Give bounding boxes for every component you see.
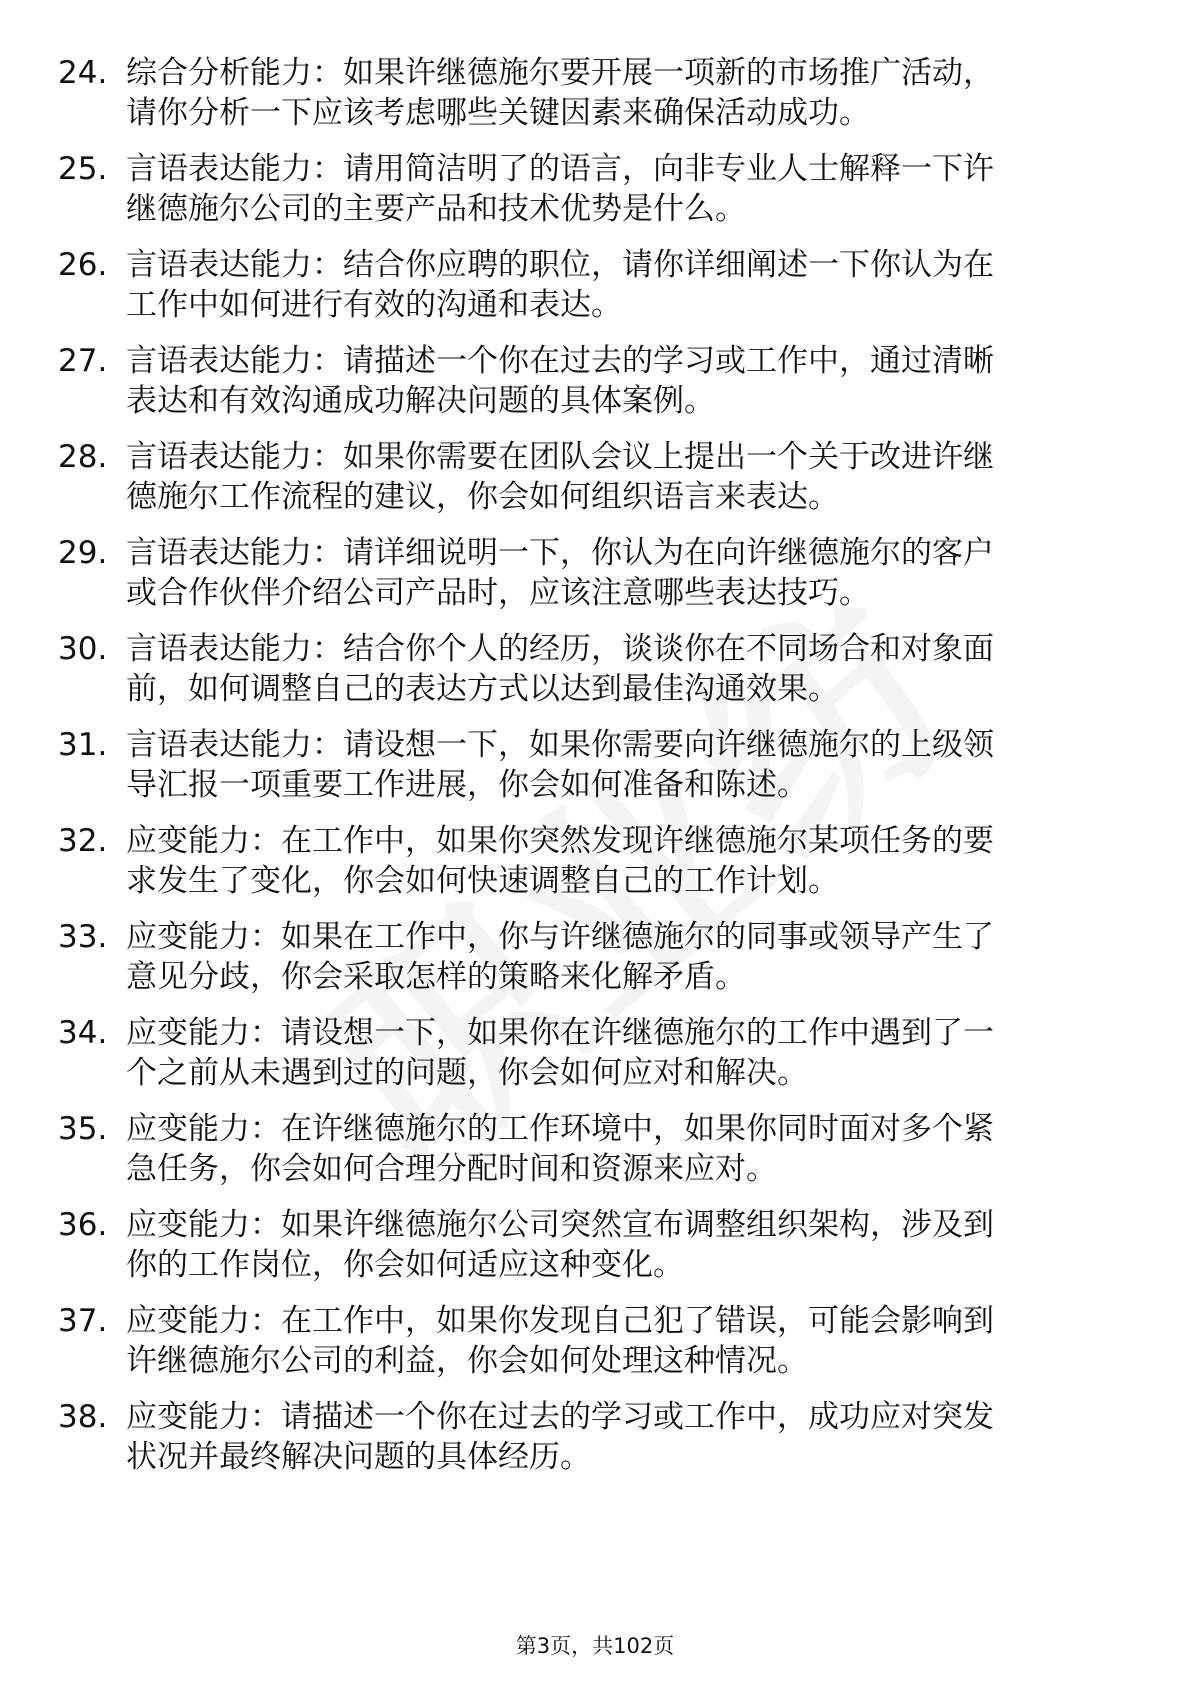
question-item [58,1301,1118,1381]
question-item [58,437,1118,517]
question-text: 应变能力：在工作中，如果你发现自己犯了错误，可能会影响到 许继德施尔公司的利益，你会如何处理这种情况。 [126,1303,994,1379]
question-number: 33. [58,919,108,955]
question-text: 言语表达能力：请描述一个你在过去的学习或工作中，通过清晰 表达和有效沟通成功解决问题的具体案例。 [126,343,994,419]
question-text: 应变能力：请设想一下，如果你在许继德施尔的工作中遇到了一 个之前从未遇到过的问题，你会如何应对和解决。 [126,1015,994,1091]
question-number: 24. [58,55,108,91]
question-number: 36. [58,1207,108,1243]
question-list [58,53,1118,1493]
question-number: 26. [58,247,108,283]
question-item [58,1397,1118,1477]
question-text: 言语表达能力：请设想一下，如果你需要向许继德施尔的上级领 导汇报一项重要工作进展，你会如何准备和陈述。 [126,727,994,803]
question-text: 应变能力：如果许继德施尔公司突然宣布调整组织架构，涉及到 你的工作岗位，你会如何适应这种变化。 [126,1207,994,1283]
page-number-label: 第3页，共102页 [515,1634,675,1658]
question-item [58,1109,1118,1189]
question-number: 27. [58,343,108,379]
question-item [58,821,1118,901]
question-text: 应变能力：如果在工作中，你与许继德施尔的同事或领导产生了 意见分歧，你会采取怎样的策略来化解矛盾。 [126,919,994,995]
question-text: 言语表达能力：结合你个人的经历，谈谈你在不同场合和对象面 前，如何调整自己的表达方式以达到最佳沟通效果。 [126,631,994,707]
question-text: 言语表达能力：如果你需要在团队会议上提出一个关于改进许继 德施尔工作流程的建议，你会如何组织语言来表达。 [126,439,994,515]
question-number: 35. [58,1111,108,1147]
question-item [58,533,1118,613]
question-text: 应变能力：请描述一个你在过去的学习或工作中，成功应对突发 状况并最终解决问题的具体经历。 [126,1399,994,1475]
question-item [58,1205,1118,1285]
question-item [58,917,1118,997]
question-text: 应变能力：在许继德施尔的工作环境中，如果你同时面对多个紧 急任务，你会如何合理分配时间和资源来应对。 [126,1111,994,1187]
question-item [58,725,1118,805]
question-item [58,1013,1118,1093]
question-number: 29. [58,535,108,571]
question-item [58,629,1118,709]
question-number: 34. [58,1015,108,1051]
question-text: 言语表达能力：结合你应聘的职位，请你详细阐述一下你认为在 工作中如何进行有效的沟通和表达。 [126,247,994,323]
question-number: 25. [58,151,108,187]
question-number: 28. [58,439,108,475]
question-text: 应变能力：在工作中，如果你突然发现许继德施尔某项任务的要 求发生了变化，你会如何快速调整自己的工作计划。 [126,823,994,899]
question-item [58,149,1118,229]
question-text: 言语表达能力：请详细说明一下，你认为在向许继德施尔的客户 或合作伙伴介绍公司产品时，应该注意哪些表达技巧。 [126,535,994,611]
question-text: 综合分析能力：如果许继德施尔要开展一项新的市场推广活动， 请你分析一下应该考虑哪些关键因素来确保活动成功。 [126,55,994,131]
question-number: 32. [58,823,108,859]
question-item [58,53,1118,133]
question-text: 言语表达能力：请用简洁明了的语言，向非专业人士解释一下许 继德施尔公司的主要产品和技术优势是什么。 [126,151,994,227]
page-footer [0,1630,1190,1660]
question-number: 37. [58,1303,108,1339]
question-number: 31. [58,727,108,763]
question-number: 30. [58,631,108,667]
question-item [58,245,1118,325]
question-item [58,341,1118,421]
question-number: 38. [58,1399,108,1435]
